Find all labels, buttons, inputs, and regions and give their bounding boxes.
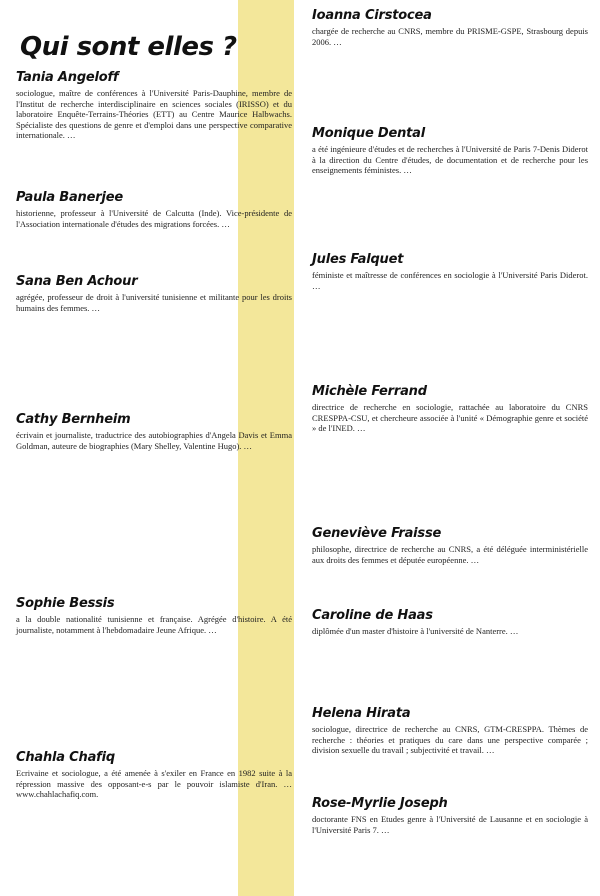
entry-name: Sophie Bessis: [16, 596, 115, 611]
entry-cathy-bernheim: [16, 412, 292, 451]
entry-bio: historienne, professeur à l'Université de Calcutta (Inde). Vice-présidente de l'Association internationale d'études des migrations forcées. …: [16, 208, 292, 229]
entry-bio: a la double nationalité tunisienne et française. Agrégée d'histoire. A été journaliste, notamment à l'hebdomadaire Jeune Afrique. …: [16, 614, 292, 635]
entry-name: Helena Hirata: [312, 706, 411, 721]
entry-name: Geneviève Fraisse: [312, 526, 442, 541]
entry-name: Monique Dental: [312, 126, 425, 141]
entry-name: Ioanna Cirstocea: [312, 8, 432, 23]
entry-bio: agrégée, professeur de droit à l'université tunisienne et militante pour les droits humains des femmes. …: [16, 292, 292, 313]
entry-name: Sana Ben Achour: [16, 274, 138, 289]
entry-sophie-bessis: [16, 596, 292, 635]
entry-tania-angeloff: [16, 70, 292, 141]
entry-ioanna-cirstocea: [312, 8, 588, 47]
entry-bio: Ecrivaine et sociologue, a été amenée à s'exiler en France en 1982 suite à la répression massive des opposant-e-s par le pouvoir islamiste d'Iran. … www.chahlachafiq.com.: [16, 768, 292, 799]
entry-bio: écrivain et journaliste, traductrice des autobiographies d'Angela Davis et Emma Goldman, auteure de biographies (Mary Shelley, Valentine Hugo). …: [16, 430, 292, 451]
entry-name: Paula Banerjee: [16, 190, 123, 205]
entry-bio: philosophe, directrice de recherche au CNRS, a été déléguée interministérielle aux droits des femmes et députée européenne. …: [312, 544, 588, 565]
entry-chahla-chafiq: [16, 750, 292, 800]
entry-monique-dental: [312, 126, 588, 176]
entry-bio: diplômée d'un master d'histoire à l'université de Nanterre. …: [312, 626, 519, 636]
entry-bio: a été ingénieure d'études et de recherches à l'Université de Paris 7-Denis Diderot à la direction du Centre d'études, de documentation et de recherche pour les enseignements féministes. …: [312, 144, 588, 175]
entry-helena-hirata: [312, 706, 588, 756]
entry-bio: sociologue, maître de conférences à l'Université Paris-Dauphine, membre de l'Institut de recherche interdisciplinaire en sciences sociales (IRISSO) et du laboratoire Enquête-Terrains-Théories (ETT) au Centre Maurice Halbwachs. Spécialiste des questions de genre et d'emploi dans une perspective comparative internationale. …: [16, 88, 292, 140]
entry-bio: doctorante FNS en Etudes genre à l'Université de Lausanne et en sociologie à l'Université Paris 7. …: [312, 814, 588, 835]
entry-rose-myrlie-joseph: [312, 796, 588, 835]
entry-genevieve-fraisse: [312, 526, 588, 565]
entry-name: Rose-Myrlie Joseph: [312, 796, 448, 811]
entry-name: Chahla Chafiq: [16, 750, 115, 765]
page-title: Qui sont elles ?: [20, 32, 237, 62]
entry-sana-ben-achour: [16, 274, 292, 313]
entry-jules-falquet: [312, 252, 588, 291]
entry-name: Jules Falquet: [312, 252, 404, 267]
entry-name: Michèle Ferrand: [312, 384, 427, 399]
entry-name: Cathy Bernheim: [16, 412, 131, 427]
entry-paula-banerjee: [16, 190, 292, 229]
entry-michele-ferrand: [312, 384, 588, 434]
entry-caroline-de-haas: [312, 608, 588, 637]
entry-bio: féministe et maîtresse de conférences en sociologie à l'Université Paris Diderot. …: [312, 270, 588, 291]
entry-name: Tania Angeloff: [16, 70, 119, 85]
entry-bio: directrice de recherche en sociologie, rattachée au laboratoire du CNRS CRESPPA-CSU, et chercheure associée à l'unité « Démographie genre et société » de l'INED. …: [312, 402, 588, 433]
entry-name: Caroline de Haas: [312, 608, 433, 623]
entry-bio: chargée de recherche au CNRS, membre du PRISME-GSPE, Strasbourg depuis 2006. …: [312, 26, 588, 47]
entry-bio: sociologue, directrice de recherche au CNRS, GTM-CRESPPA. Thèmes de recherche : théories et pratiques du care dans une perspective comparée ; division sexuelle du travail ; subjectivité et travail. …: [312, 724, 588, 755]
